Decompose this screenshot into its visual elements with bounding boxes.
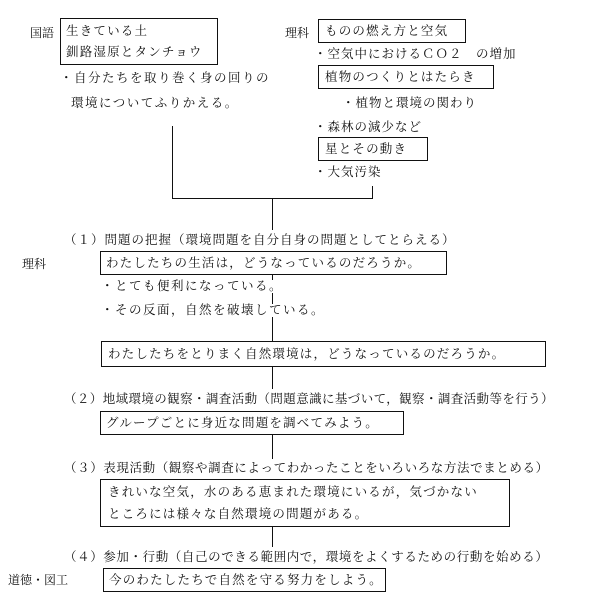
step1-note-convenient: ・とても便利になっている。 (101, 280, 287, 293)
kokugo-box-line1: 生きている土 (66, 23, 149, 38)
step2-heading: （２）地域環境の観察・調査活動（問題意識に基づいて，観察・調査活動等を行う） (64, 391, 554, 406)
step1-box-life-text: わたしたちの生活は，どうなっているのだろうか。 (106, 255, 422, 270)
connector-main-3 (272, 367, 273, 389)
connector-main-1 (272, 198, 273, 230)
rika-box-combustion-text: ものの燃え方と空気 (325, 23, 449, 38)
step4-side-label: 道徳・図工 (8, 573, 69, 587)
step4-heading: （４）参加・行動（自己のできる範囲内で，環境をよくするための行動を始める） (64, 549, 549, 564)
kokugo-note-line1: ・自分たちを取り巻く身の回りの (60, 70, 271, 85)
step3-box-line2: ところには様々な自然環境の問題がある。 (108, 506, 369, 521)
rika-note-plants: ・植物と環境の関わり (342, 95, 478, 110)
step1-note-destroy: ・その反面，自然を破壊している。 (101, 304, 329, 317)
connector-main-5 (272, 527, 273, 547)
connector-main-4 (272, 435, 273, 459)
connector-left (172, 126, 173, 199)
step4-box-text: 今のわたしたちで自然を守る努力をしよう。 (109, 572, 383, 587)
kokugo-box-line2: 釧路湿原とタンチョウ (66, 44, 203, 59)
step2-box-text: グループごとに身近な問題を調べてみよう。 (106, 415, 380, 430)
step1-box-environment-text: わたしたちをとりまく自然環境は，どうなっているのだろうか。 (108, 346, 506, 361)
rika-note-co2: ・空気中におけるＣＯ２ の増加 (314, 46, 517, 61)
kokugo-note-line2: 環境についてふりかえる。 (71, 95, 239, 110)
step3-heading: （３）表現活動（観察や調査によってわかったことをいろいろな方法でまとめる） (64, 460, 549, 475)
step3-box-line1: きれいな空気，水のある恵まれた環境にいるが，気づかない (108, 484, 478, 499)
kokugo-label: 国語 (30, 26, 55, 40)
step1-side-label: 理科 (22, 257, 47, 271)
step1-heading: （１）問題の把握（環境問題を自分自身の問題としてとらえる） (64, 232, 456, 247)
rika-note-air: ・大気汚染 (314, 164, 382, 179)
rika-box-plants-text: 植物のつくりとはたらき (325, 69, 476, 84)
rika-label: 理科 (285, 26, 310, 40)
rika-note-forest: ・森林の減少など (314, 119, 423, 134)
rika-box-stars-text: 星とその動き (325, 141, 408, 156)
